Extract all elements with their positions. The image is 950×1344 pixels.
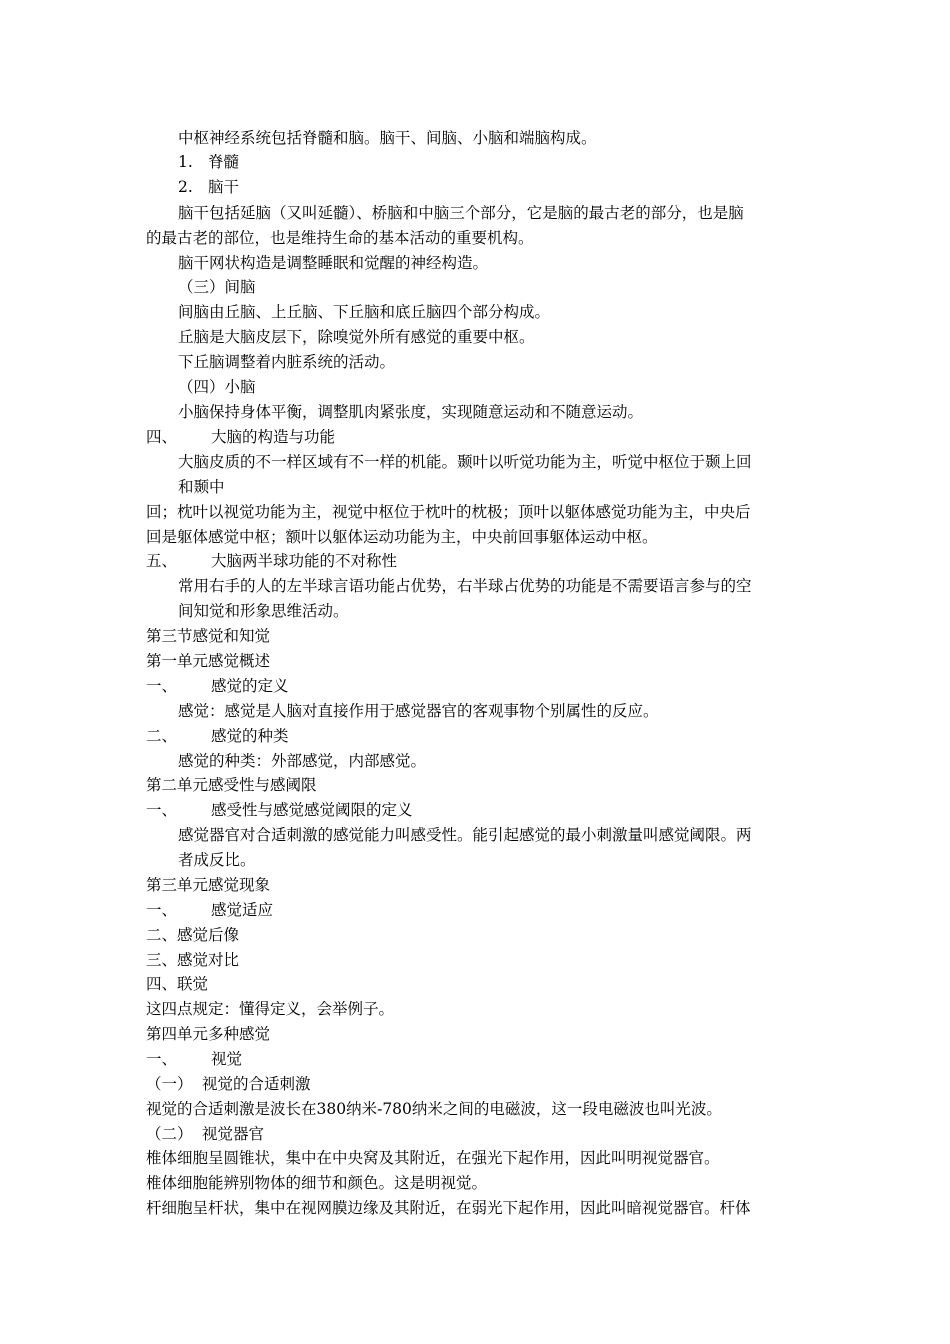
list-number: 1. bbox=[178, 153, 193, 171]
section-heading bbox=[146, 800, 413, 820]
subheading-label: 视觉的合适刺激 bbox=[202, 1075, 311, 1093]
subheading-number: （二） bbox=[146, 1125, 193, 1143]
text-line: 小脑保持身体平衡，调整肌肉紧张度，实现随意运动和不随意运动。 bbox=[178, 403, 644, 421]
text-line: 视觉的合适刺激是波长在380纳米-780纳米之间的电磁波，这一段电磁波也叫光波。 bbox=[146, 1100, 722, 1118]
subheading-label: 视觉器官 bbox=[202, 1125, 265, 1143]
text-line: 常用右手的人的左半球言语功能占优势，右半球占优势的功能是不需要语言参与的空 bbox=[178, 577, 752, 595]
heading-number: 一、 bbox=[146, 1050, 178, 1068]
section-heading bbox=[146, 676, 289, 696]
text-line: 和颞中 bbox=[178, 478, 225, 496]
text-line: 感觉的种类：外部感觉，内部感觉。 bbox=[178, 752, 427, 770]
heading-number: 五、 bbox=[146, 552, 178, 570]
text-line: 下丘脑调整着内脏系统的活动。 bbox=[178, 353, 396, 371]
section-heading bbox=[146, 900, 273, 920]
unit-heading: 第四单元多种感觉 bbox=[146, 1025, 271, 1043]
chapter-heading: 第三节感觉和知觉 bbox=[146, 627, 271, 645]
heading-number: 二、 bbox=[146, 727, 178, 745]
section-heading bbox=[146, 427, 335, 447]
list-number: 2. bbox=[178, 178, 193, 196]
heading-label: 感觉的种类 bbox=[211, 727, 289, 745]
text-line: 三、感觉对比 bbox=[146, 951, 240, 969]
unit-heading: 第二单元感受性与感阈限 bbox=[146, 776, 317, 794]
text-line: 大脑皮质的不一样区域有不一样的机能。颞叶以听觉功能为主，听觉中枢位于颞上回 bbox=[178, 453, 752, 471]
text-line: 脑干网状构造是调整睡眠和觉醒的神经构造。 bbox=[178, 254, 489, 272]
section-heading bbox=[146, 1049, 242, 1069]
unit-heading: 第三单元感觉现象 bbox=[146, 876, 271, 894]
list-label: 脊髓 bbox=[208, 153, 240, 171]
list-item bbox=[178, 152, 239, 172]
text-line: 四、联觉 bbox=[146, 975, 209, 993]
text-line: 中枢神经系统包括脊髓和脑。脑干、间脑、小脑和端脑构成。 bbox=[178, 129, 597, 147]
text-line: 的最古老的部位，也是维持生命的基本活动的重要机构。 bbox=[146, 229, 534, 247]
text-line: 感觉器官对合适刺激的感觉能力叫感受性。能引起感觉的最小刺激量叫感觉阈限。两 bbox=[178, 826, 752, 844]
heading-label: 大脑的构造与功能 bbox=[211, 428, 336, 446]
text-line: 脑干包括延脑（又叫延髓）、桥脑和中脑三个部分，它是脑的最古老的部分，也是脑 bbox=[178, 204, 744, 222]
text-line: 回；枕叶以视觉功能为主，视觉中枢位于枕叶的枕极；顶叶以躯体感觉功能为主，中央后 bbox=[146, 503, 751, 521]
heading-number: 一、 bbox=[146, 677, 178, 695]
heading-label: 感觉的定义 bbox=[211, 677, 289, 695]
list-label: 脑干 bbox=[208, 178, 240, 196]
text-line: 间脑由丘脑、上丘脑、下丘脑和底丘脑四个部分构成。 bbox=[178, 303, 551, 321]
section-heading bbox=[146, 726, 289, 746]
subheading: （四）小脑 bbox=[178, 378, 256, 396]
heading-number: 一、 bbox=[146, 801, 178, 819]
text-line: 间知觉和形象思维活动。 bbox=[178, 602, 349, 620]
text-line: 二、感觉后像 bbox=[146, 926, 240, 944]
text-line: 者成反比。 bbox=[178, 851, 256, 869]
text-line: 这四点规定：懂得定义，会举例子。 bbox=[146, 1000, 395, 1018]
unit-heading: 第一单元感觉概述 bbox=[146, 652, 271, 670]
subheading: （三）间脑 bbox=[178, 278, 256, 296]
subheading bbox=[146, 1074, 311, 1094]
text-line: 回是躯体感觉中枢；额叶以躯体运动功能为主，中央前回事躯体运动中枢。 bbox=[146, 528, 658, 546]
subheading-number: （一） bbox=[146, 1075, 193, 1093]
heading-number: 四、 bbox=[146, 428, 178, 446]
heading-label: 感觉适应 bbox=[211, 901, 274, 919]
heading-number: 一、 bbox=[146, 901, 178, 919]
list-item bbox=[178, 177, 239, 197]
text-line: 椎体细胞能辨别物体的细节和颜色。这是明视觉。 bbox=[146, 1174, 488, 1192]
text-line: 椎体细胞呈圆锥状，集中在中央窝及其附近，在强光下起作用，因此叫明视觉器官。 bbox=[146, 1149, 720, 1167]
heading-label: 视觉 bbox=[211, 1050, 243, 1068]
subheading bbox=[146, 1124, 264, 1144]
heading-label: 大脑两半球功能的不对称性 bbox=[211, 552, 398, 570]
section-heading bbox=[146, 551, 397, 571]
heading-label: 感受性与感觉感觉阈限的定义 bbox=[211, 801, 413, 819]
text-line: 丘脑是大脑皮层下，除嗅觉外所有感觉的重要中枢。 bbox=[178, 328, 535, 346]
text-line: 感觉：感觉是人脑对直接作用于感觉器官的客观事物个别属性的反应。 bbox=[178, 702, 659, 720]
text-line: 杆细胞呈杆状，集中在视网膜边缘及其附近，在弱光下起作用，因此叫暗视觉器官。杆体 bbox=[146, 1199, 751, 1217]
